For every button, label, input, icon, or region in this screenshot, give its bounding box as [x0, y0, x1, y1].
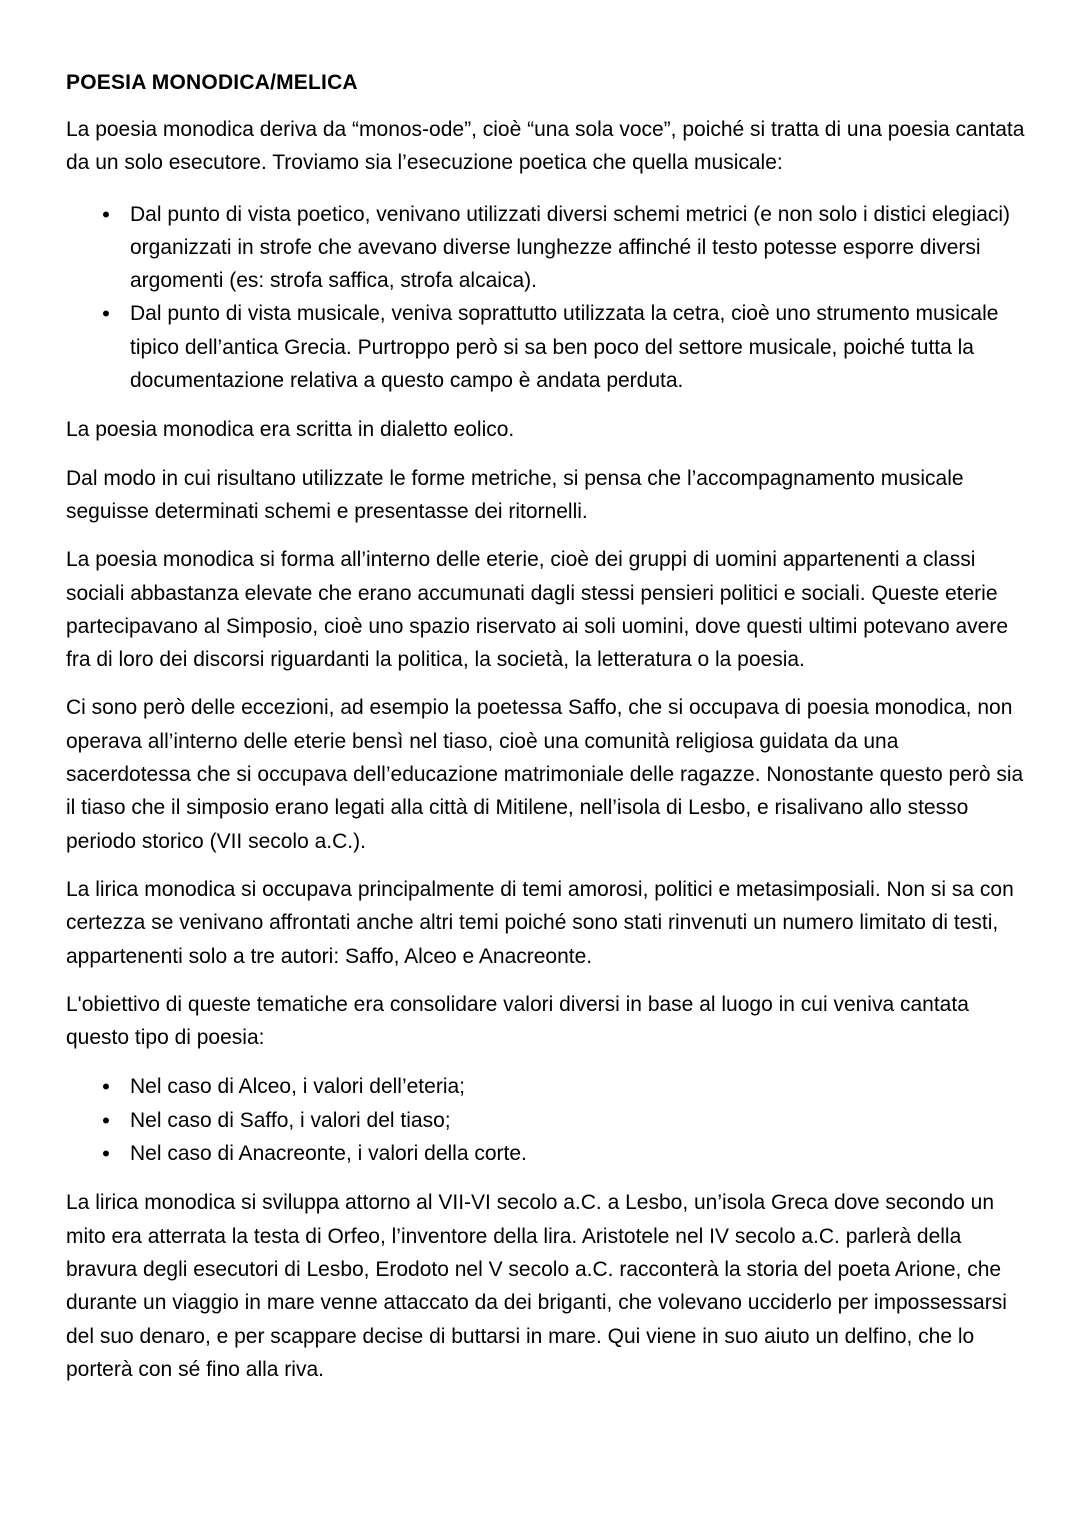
list-item — [66, 1137, 1026, 1170]
list-item-text: Nel caso di Anacreonte, i valori della corte. — [130, 1142, 527, 1166]
bullet-icon: • — [102, 201, 110, 227]
document-page — [66, 66, 1026, 1401]
paragraph-eterie: La poesia monodica si forma all’interno delle eterie, cioè dei gruppi di uomini appartenenti a classi sociali abbastanza elevate che erano accumunati dagli stessi pensieri politici e sociali. Queste eterie partecipavano al Simposio, cioè uno spazio riservato ai soli uomini, dove questi ultimi potevano avere fra di loro dei discorsi riguardanti la politica, la società, la letteratura o la poesia. — [66, 548, 1009, 672]
list-item-text: Nel caso di Alceo, i valori dell’eteria; — [130, 1075, 465, 1099]
list-item — [66, 1104, 1026, 1137]
document-title: POESIA MONODICA/MELICA — [66, 71, 358, 94]
list-item-text: Dal punto di vista poetico, venivano utilizzati diversi schemi metrici (e non solo i distici elegiaci) organizzati in strofe che avevano diverse lunghezze affinché il testo potesse esporre diversi argomenti (es: strofa saffica, strofa alcaica). — [130, 202, 1011, 293]
list-item — [66, 297, 1026, 397]
bullet-list-values — [66, 1070, 1026, 1170]
paragraph-intro: La poesia monodica deriva da “monos-ode”, cioè “una sola voce”, poiché si tratta di una poesia cantata da un solo esecutore. Troviamo sia l’esecuzione poetica che quella musicale: — [66, 118, 1025, 175]
paragraph-metrics: Dal modo in cui risultano utilizzate le forme metriche, si pensa che l’accompagnamento musicale seguisse determinati schemi e presentasse dei ritornelli. — [66, 466, 964, 523]
list-item-text: Dal punto di vista musicale, veniva soprattutto utilizzata la cetra, cioè uno strumento musicale tipico dell’antica Grecia. Purtroppo però si sa ben poco del settore musicale, poiché tutta la documentazione relativa a questo campo è andata perduta. — [130, 302, 999, 393]
paragraph-dialect: La poesia monodica era scritta in dialetto eolico. — [66, 418, 515, 442]
list-item-text: Nel caso di Saffo, i valori del tiaso; — [130, 1108, 451, 1132]
bullet-icon: • — [102, 301, 110, 327]
paragraph-themes: La lirica monodica si occupava principalmente di temi amorosi, politici e metasimposiali. Non si sa con certezza se venivano affrontati anche altri temi poiché sono stati rinvenuti un numero limitato di testi, appartenenti solo a tre autori: Saffo, Alceo e Anacreonte. — [66, 877, 1014, 968]
paragraph-values: L'obiettivo di queste tematiche era consolidare valori diversi in base al luogo in cui veniva cantata questo tipo di poesia: — [66, 992, 969, 1050]
list-item — [66, 198, 1026, 298]
bullet-icon: • — [102, 1107, 110, 1133]
bullet-icon: • — [102, 1141, 110, 1167]
paragraph-lesbo: La lirica monodica si sviluppa attorno al VII-VI secolo a.C. a Lesbo, un’isola Greca dove secondo un mito era atterrata la testa di Orfeo, l’inventore della lira. Aristotele nel IV secolo a.C. parlerà della bravura degli esecutori di Lesbo, Erodoto nel V secolo a.C. racconterà la storia del poeta Arione, che durante un viaggio in mare venne attaccato da dei briganti, che volevano ucciderlo per impossessarsi del suo denaro, e per scappare decise di buttarsi in mare. Qui viene in suo aiuto un delfino, che lo porterà con sé fino alla riva. — [66, 1191, 1007, 1381]
list-item — [66, 1070, 1026, 1103]
bullet-icon: • — [102, 1074, 110, 1100]
bullet-list-execution — [66, 198, 1026, 398]
paragraph-saffo: Ci sono però delle eccezioni, ad esempio la poetessa Saffo, che si occupava di poesia monodica, non operava all’interno delle eterie bensì nel tiaso, cioè una comunità religiosa guidata da una sacerdotessa che si occupava dell’educazione matrimoniale delle ragazze. Nonostante questo però sia il tiaso che il simposio erano legati alla città di Mitilene, nell’isola di Lesbo, e risalivano allo stesso periodo storico (VII secolo a.C.). — [66, 696, 1024, 853]
